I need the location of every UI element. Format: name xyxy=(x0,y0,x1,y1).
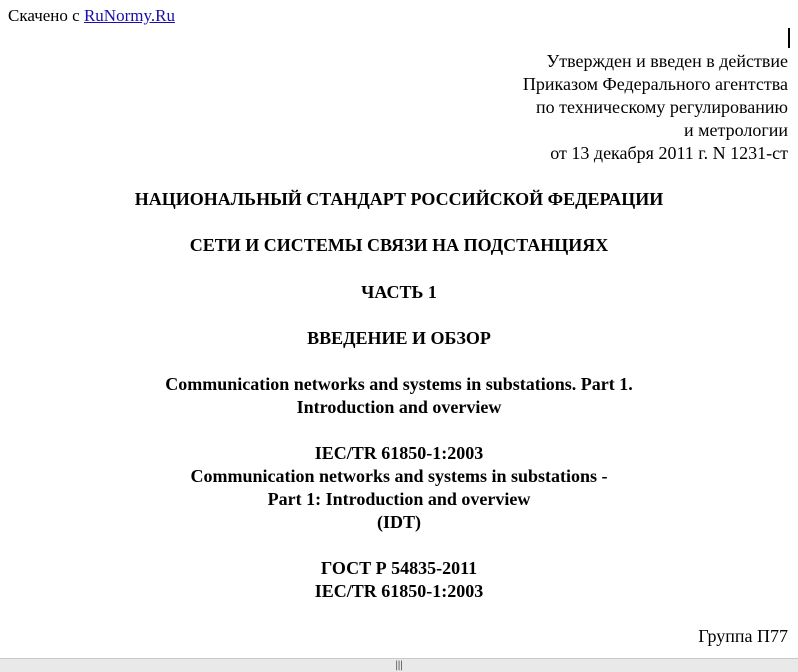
group-label: Группа П77 xyxy=(698,626,788,646)
runormy-link[interactable]: RuNormy.Ru xyxy=(83,6,175,25)
gost-code: ГОСТ Р 54835-2011 xyxy=(320,558,478,578)
approval-line: Приказом Федерального агентства xyxy=(522,74,788,94)
part-subtitle: ВВЕДЕНИЕ И ОБЗОР xyxy=(307,328,491,348)
part-label: ЧАСТЬ 1 xyxy=(361,282,437,302)
english-title-line-1: Communication networks and systems in substations. Part 1. xyxy=(165,374,633,394)
approval-line: от 13 декабря 2011 г. N 1231-ст xyxy=(550,143,788,163)
standard-name: СЕТИ И СИСТЕМЫ СВЯЗИ НА ПОДСТАНЦИЯХ xyxy=(189,235,609,255)
idt-label: (IDT) xyxy=(377,512,421,532)
approval-line: и метрологии xyxy=(684,120,788,140)
iec-title-line-2: Part 1: Introduction and overview xyxy=(267,489,531,509)
horizontal-scrollbar[interactable] xyxy=(0,658,798,672)
approval-block xyxy=(523,50,788,165)
scrollbar-grip-icon[interactable]: ||| xyxy=(395,660,403,671)
download-prefix: Скачено с xyxy=(8,6,84,25)
approval-line: Утвержден и введен в действие xyxy=(546,51,788,71)
gost-iec-code: IEC/TR 61850-1:2003 xyxy=(314,581,484,601)
approval-line: по техническому регулированию xyxy=(535,97,788,117)
text-cursor xyxy=(788,28,790,48)
english-title-line-2: Introduction and overview xyxy=(296,397,502,417)
iec-title-line-1: Communication networks and systems in substations - xyxy=(190,466,608,486)
iec-code: IEC/TR 61850-1:2003 xyxy=(314,443,484,463)
standard-heading: НАЦИОНАЛЬНЫЙ СТАНДАРТ РОССИЙСКОЙ ФЕДЕРАЦИИ xyxy=(134,189,664,209)
download-source-line xyxy=(8,6,175,26)
